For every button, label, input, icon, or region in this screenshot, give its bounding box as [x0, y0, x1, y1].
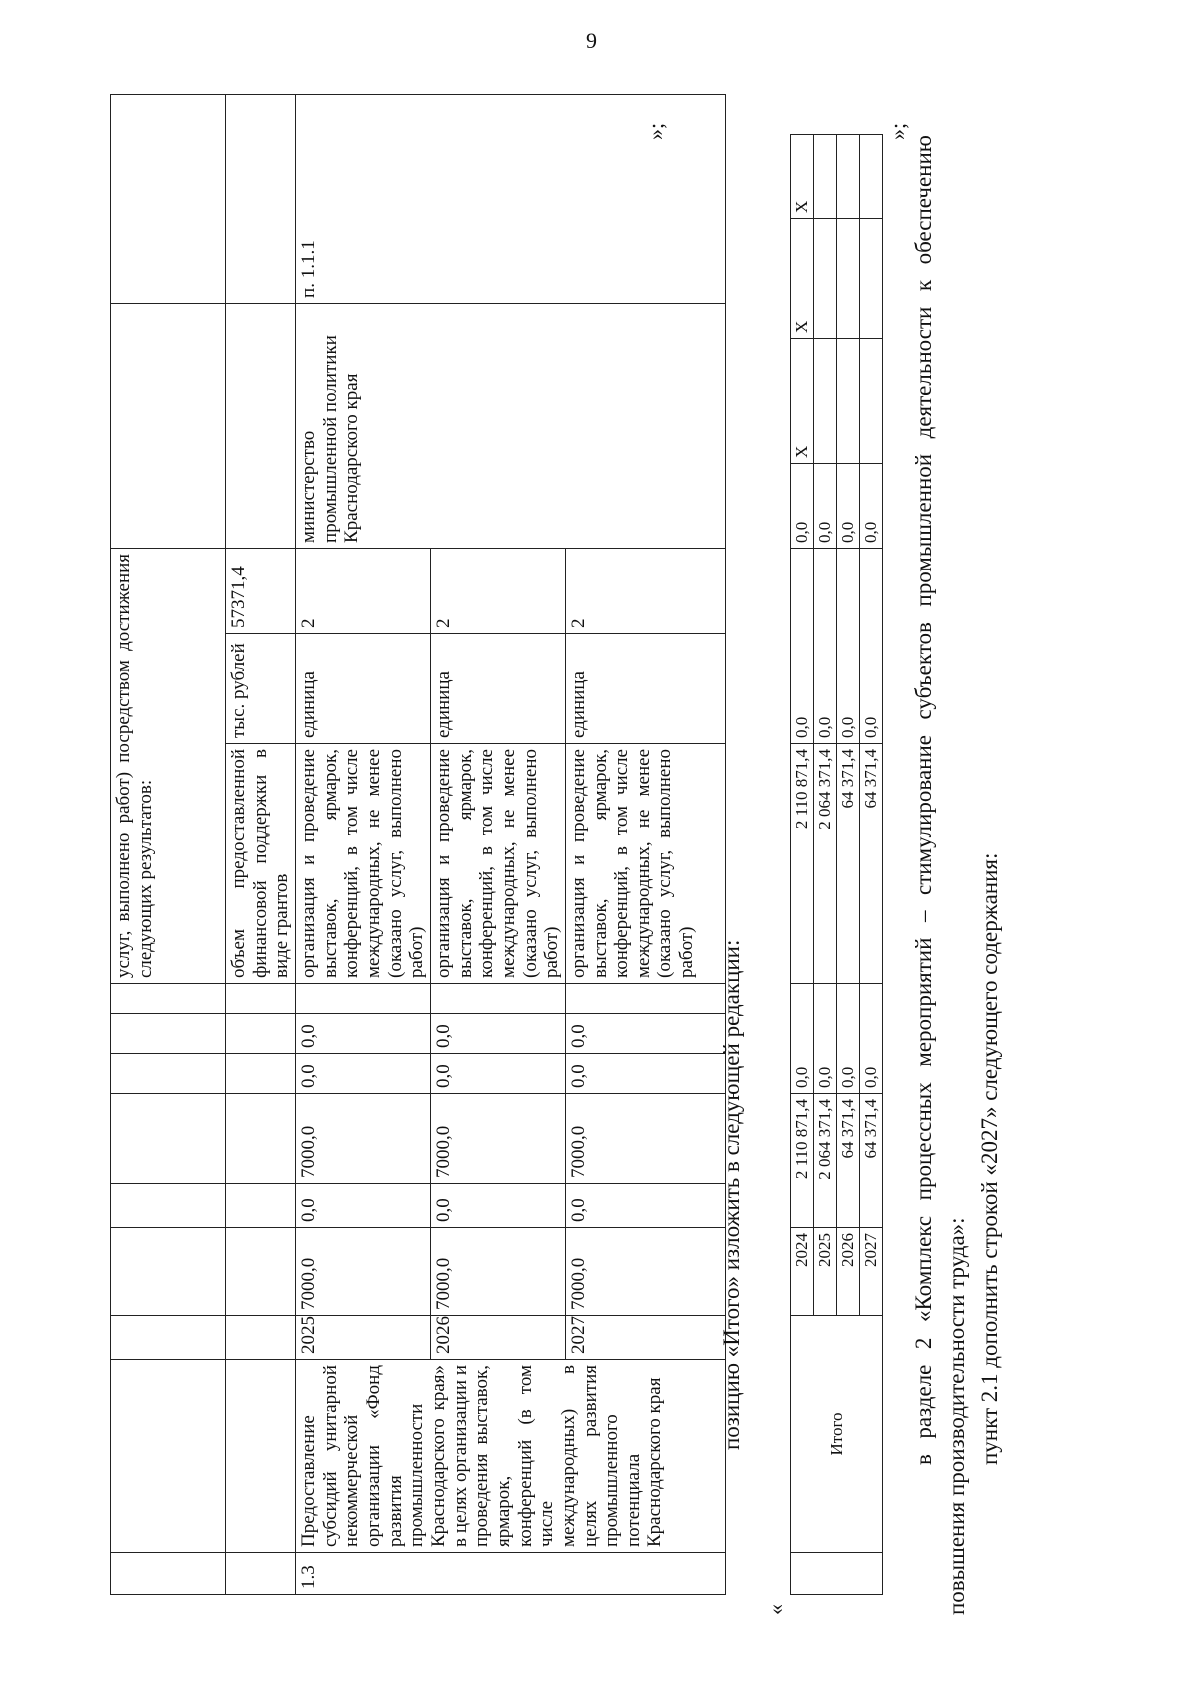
result-text: организация и проведение выставок, ярмарок, конференций, в том числе международных, не менее (оказано услуг, выполнено работ)	[565, 744, 725, 984]
unit-cell: единица	[430, 634, 565, 744]
x-mark: X	[791, 339, 814, 464]
extra-cell: 0,0	[430, 1014, 565, 1054]
rotated-page-content	[75, 75, 1002, 1655]
row-number: 1.3	[295, 1553, 725, 1595]
year-cell: 2027	[565, 1316, 725, 1360]
table-row	[111, 94, 226, 1594]
reg-cell: 2 110 871,4	[791, 744, 814, 984]
value-cell: 2	[565, 548, 725, 633]
table-row	[295, 94, 430, 1594]
reg-cell: 2 064 371,4	[814, 744, 837, 984]
total-cell: 7000,0	[430, 1228, 565, 1316]
unit-cell: единица	[295, 634, 430, 744]
mun-cell: 0,0	[430, 1054, 565, 1094]
extra-cell: 0,0	[565, 1014, 725, 1054]
total-cell: 7000,0	[565, 1228, 725, 1316]
paragraph-itogo: позицию «Итого» изложить в следующей редакции:	[719, 939, 744, 1450]
mun-cell: 0,0	[791, 549, 814, 744]
mun-cell: 0,0	[860, 549, 883, 744]
year-cell: 2026	[837, 1228, 860, 1316]
reg-cell: 7000,0	[295, 1094, 430, 1184]
reg-cell: 7000,0	[430, 1094, 565, 1184]
mun-cell: 0,0	[837, 549, 860, 744]
year-cell: 2027	[860, 1228, 883, 1316]
unit-cell: единица	[565, 634, 725, 744]
year-cell: 2025	[814, 1228, 837, 1316]
paragraph-point: пункт 2.1 дополнить строкой «2027» следующего содержания:	[977, 852, 1002, 1465]
fed-cell: 0,0	[430, 1184, 565, 1228]
x-mark: X	[791, 219, 814, 339]
total-cell: 64 371,4	[860, 1094, 883, 1228]
closing-quote: »;	[643, 122, 668, 140]
total-cell: 2 110 871,4	[791, 1094, 814, 1228]
opening-quote: «	[763, 1604, 788, 1615]
fed-cell: 0,0	[295, 1184, 430, 1228]
fed-cell: 0,0	[791, 984, 814, 1094]
reg-cell: 64 371,4	[860, 744, 883, 984]
page-number: 9	[586, 28, 597, 53]
extra-cell: 0,0	[860, 464, 883, 549]
table-row	[226, 94, 296, 1594]
mun-cell: 0,0	[295, 1054, 430, 1094]
year-cell: 2024	[791, 1228, 814, 1316]
total-cell: 2 064 371,4	[814, 1094, 837, 1228]
x-mark: X	[791, 135, 814, 219]
year-cell: 2026	[430, 1316, 565, 1360]
extra-cell: 0,0	[814, 464, 837, 549]
row-name: Предоставление субсидий унитарной некоммерческой организации «Фонд развития промышленности Краснодарского края» в целях организации и проведения выставок, ярмарок, конференций (в том числе международных) в целях развития промышленного потенциала Краснодарского края	[295, 1360, 725, 1553]
itogo-table	[790, 134, 883, 1595]
executor-cell: министерство промышленной политики Краснодарского края	[295, 303, 725, 548]
grant-text: объем предоставленной финансовой поддержки в виде грантов	[226, 744, 296, 984]
mun-cell: 0,0	[565, 1054, 725, 1094]
header-fragment: услуг, выполнено работ) посредством достижения следующих результатов:	[111, 548, 226, 983]
itogo-label: Итого	[791, 1316, 883, 1553]
extra-cell: 0,0	[837, 464, 860, 549]
measures-table	[110, 94, 726, 1595]
fed-cell: 0,0	[814, 984, 837, 1094]
extra-cell: 0,0	[295, 1014, 430, 1054]
value-cell: 2	[430, 548, 565, 633]
grant-unit: тыс. рублей	[226, 634, 296, 744]
reg-cell: 64 371,4	[837, 744, 860, 984]
fed-cell: 0,0	[860, 984, 883, 1094]
paragraph-section: в разделе 2 «Комплекс процессных мероприятий – стимулирование субъектов промышленной деятельности к обеспечению повышения производительности труда»:	[911, 135, 970, 1615]
result-text: организация и проведение выставок, ярмарок, конференций, в том числе международных, не менее (оказано услуг, выполнено работ)	[430, 744, 565, 984]
closing-quote: »;	[885, 122, 910, 140]
fed-cell: 0,0	[565, 1184, 725, 1228]
mun-cell: 0,0	[814, 549, 837, 744]
total-cell: 7000,0	[295, 1228, 430, 1316]
fed-cell: 0,0	[837, 984, 860, 1094]
reference-cell: п. 1.1.1	[295, 94, 725, 303]
value-cell: 2	[295, 548, 430, 633]
reg-cell: 7000,0	[565, 1094, 725, 1184]
grant-value: 57371,4	[226, 548, 296, 633]
year-cell: 2025	[295, 1316, 430, 1360]
total-cell: 64 371,4	[837, 1094, 860, 1228]
result-text: организация и проведение выставок, ярмарок, конференций, в том числе международных, не менее (оказано услуг, выполнено работ)	[295, 744, 430, 984]
table-row	[791, 135, 814, 1595]
extra-cell: 0,0	[791, 464, 814, 549]
